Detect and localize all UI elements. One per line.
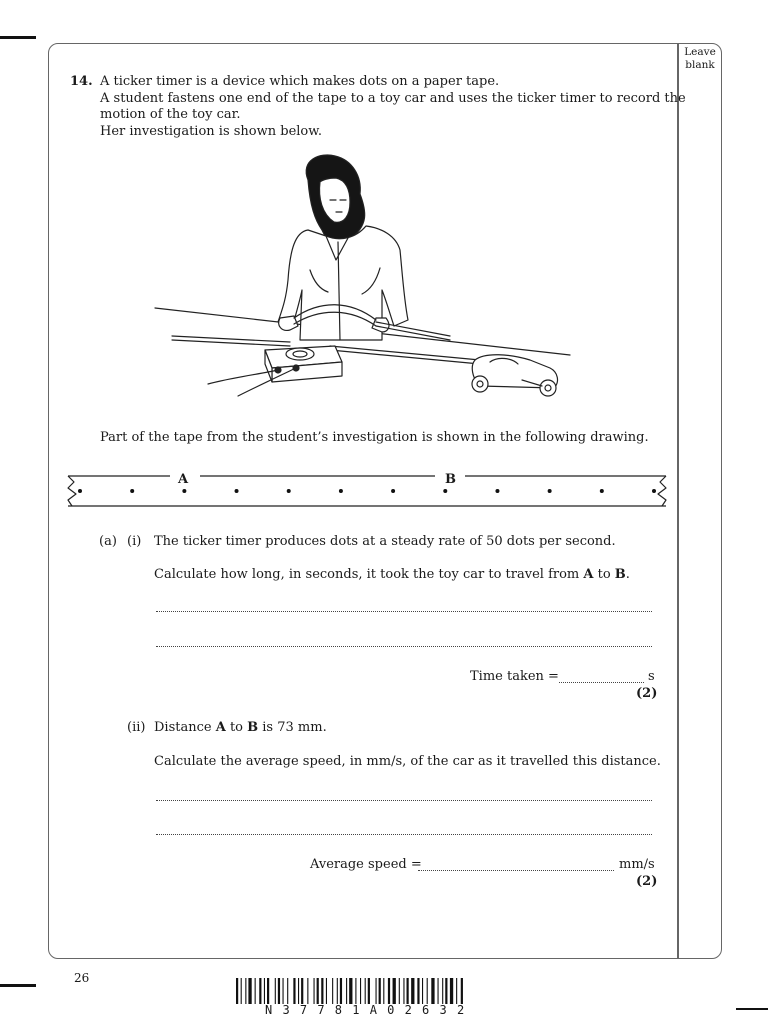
tape-dot — [182, 489, 186, 493]
edge-mark-top-left — [0, 36, 36, 39]
page-number: 26 — [74, 971, 90, 985]
part-a-i-marks: (2) — [636, 686, 658, 701]
tape-label-b: B — [445, 472, 456, 487]
edge-mark-bottom-right — [736, 1008, 768, 1010]
leave-blank-column-rule — [677, 43, 679, 959]
question-line-3: motion of the toy car. — [100, 107, 241, 122]
tape-dot — [130, 489, 134, 493]
edge-mark-bottom-left — [0, 984, 36, 987]
tape-dot — [235, 489, 239, 493]
ticker-tape-drawing — [60, 466, 676, 514]
part-a-i-answer-label: Time taken = — [470, 669, 559, 684]
part-a-ii-label: (ii) — [127, 720, 146, 735]
toy-car — [472, 355, 557, 396]
tape-left-tear — [68, 476, 76, 506]
question-line-2: A student fastens one end of the tape to a toy car and uses the ticker timer to record the — [100, 91, 686, 106]
tape-dot — [391, 489, 395, 493]
question-line-1: A ticker timer is a device which makes dots on a paper tape. — [100, 74, 500, 89]
tape-dot — [652, 489, 656, 493]
tape-right-tear — [658, 476, 666, 506]
part-a-ii-marks: (2) — [636, 874, 658, 889]
part-a-ii-statement: Distance A to B is 73 mm. — [154, 720, 327, 735]
ticker-timer — [208, 346, 342, 396]
part-a-ii-answer-unit: mm/s — [619, 857, 655, 872]
tape-intro-text: Part of the tape from the student’s investigation is shown in the following drawing. — [100, 430, 649, 445]
tape-dot — [548, 489, 552, 493]
part-a-ii-working-line-2[interactable] — [156, 833, 652, 835]
tape-dot — [600, 489, 604, 493]
part-a-i-answer-field[interactable] — [559, 681, 644, 683]
barcode-text: N 3 7 7 8 1 A 0 2 6 3 2 — [265, 1003, 466, 1017]
part-a-i-working-line-2[interactable] — [156, 645, 652, 647]
student-figure — [278, 155, 450, 340]
part-a-i-answer-unit: s — [648, 669, 655, 684]
question-number: 14. — [70, 74, 93, 89]
part-a-label: (a) — [99, 534, 117, 549]
barcode — [236, 978, 534, 1004]
part-a-ii-answer-label: Average speed = — [310, 857, 422, 872]
tape-label-a: A — [178, 472, 189, 487]
question-line-4: Her investigation is shown below. — [100, 124, 322, 139]
part-a-i-statement: The ticker timer produces dots at a steady rate of 50 dots per second. — [154, 534, 616, 549]
part-a-ii-answer-field[interactable] — [418, 869, 614, 871]
part-a-i-label: (i) — [127, 534, 142, 549]
tape-dot — [495, 489, 499, 493]
part-a-ii-prompt: Calculate the average speed, in mm/s, of the car as it travelled this distance. — [154, 754, 661, 769]
leave-blank-label: Leave blank — [684, 46, 716, 71]
tape-dot — [78, 489, 82, 493]
part-a-i-working-line-1[interactable] — [156, 610, 652, 612]
part-a-i-prompt: Calculate how long, in seconds, it took the toy car to travel from A to B. — [154, 567, 630, 582]
investigation-illustration — [150, 150, 580, 410]
tape-dot — [443, 489, 447, 493]
tape-dot — [339, 489, 343, 493]
tape-dot — [287, 489, 291, 493]
part-a-ii-working-line-1[interactable] — [156, 799, 652, 801]
